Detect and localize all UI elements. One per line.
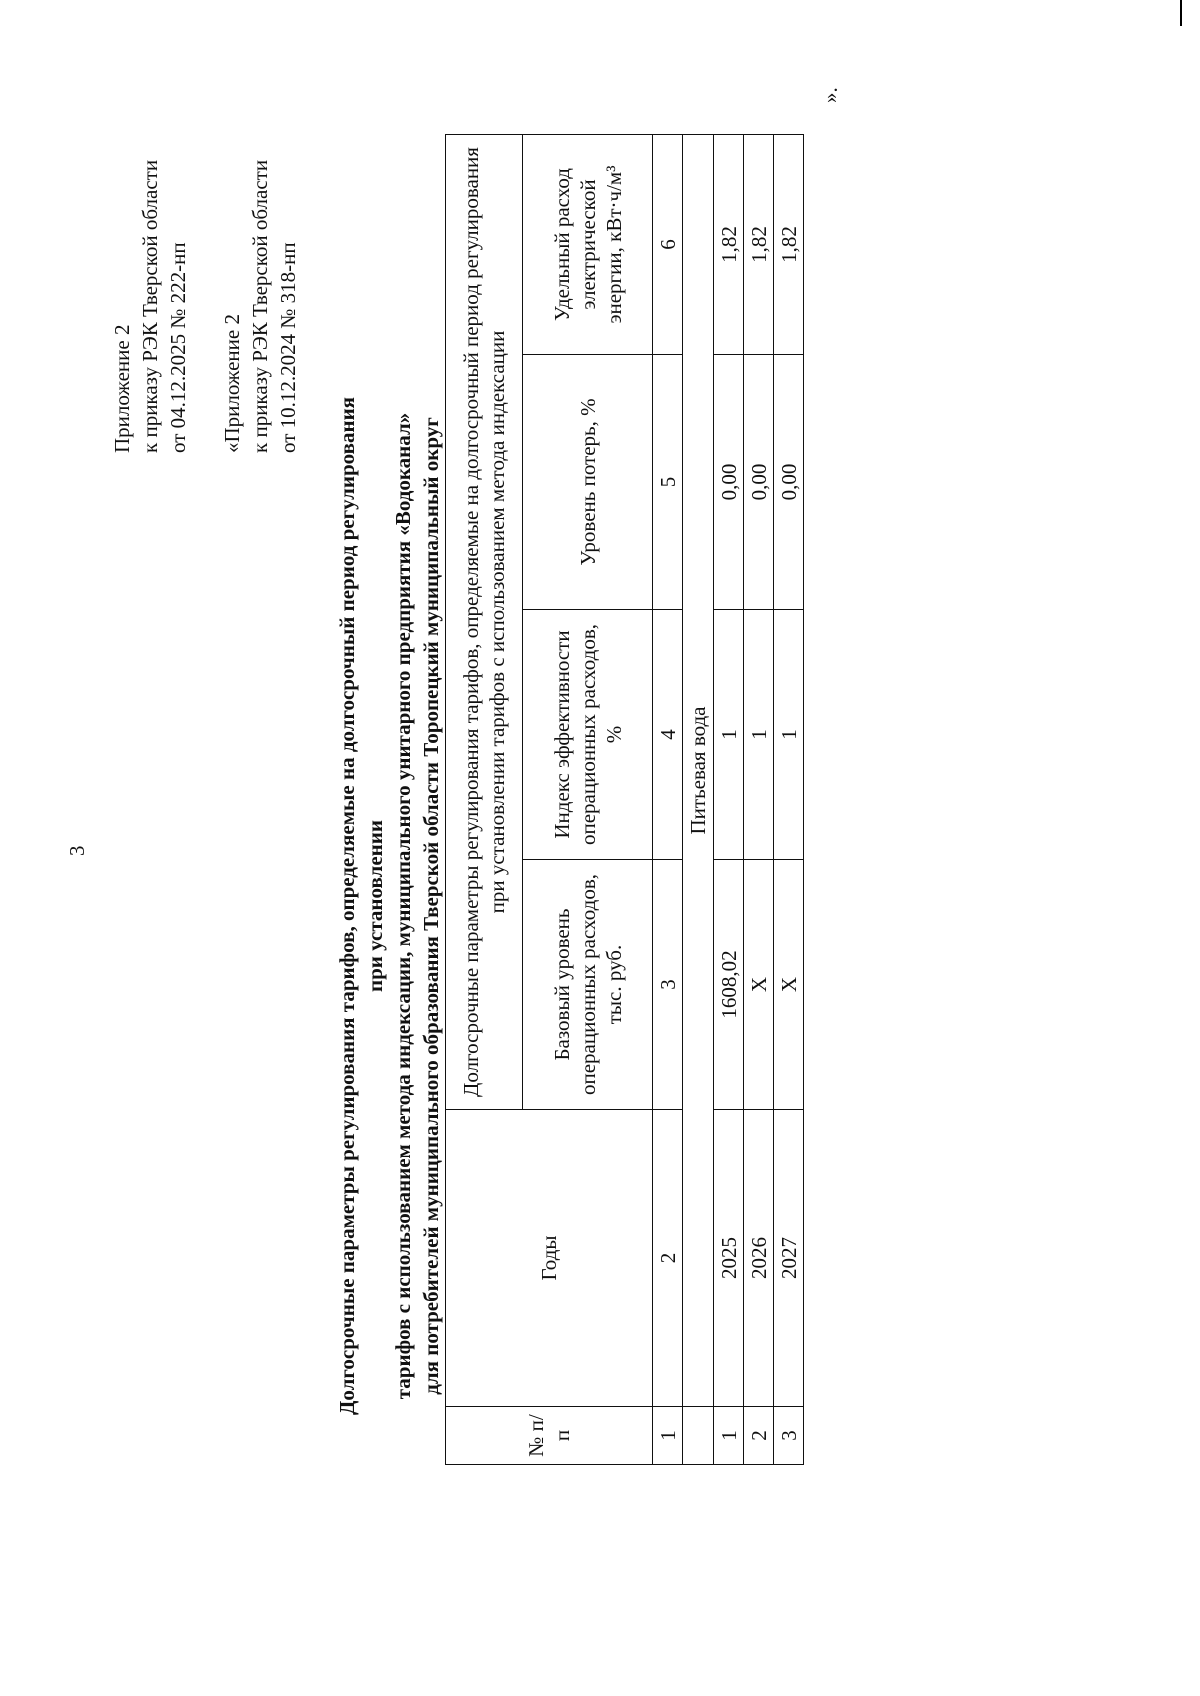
row-base-level: X (744, 860, 774, 1110)
table-row (744, 135, 774, 1465)
header-energy: Удельный расход электрической энергии, кВт·ч/м³ (523, 135, 653, 355)
row-num: 1 (714, 1407, 744, 1465)
row-base-level: X (774, 860, 804, 1110)
appendix-current-line2: к приказу РЭК Тверской области (138, 159, 162, 453)
row-losses: 0,00 (714, 355, 744, 610)
column-number-cell: 5 (653, 355, 683, 610)
column-number-cell: 6 (653, 135, 683, 355)
appendix-previous-line2: к приказу РЭК Тверской области (248, 159, 272, 453)
row-base-level: 1608,02 (714, 860, 744, 1110)
appendix-previous-line3: от 10.12.2024 № 318-нп (276, 242, 300, 453)
header-row-top (446, 135, 523, 1465)
appendix-current-line1: Приложение 2 (110, 324, 134, 453)
column-number-cell: 2 (653, 1110, 683, 1407)
appendix-current-line3: от 04.12.2025 № 222-нп (166, 242, 190, 453)
table-row (774, 135, 804, 1465)
header-efficiency: Индекс эффективности операционных расходов, % (523, 610, 653, 860)
column-number-cell: 1 (653, 1407, 683, 1465)
header-years: Годы (446, 1110, 653, 1407)
row-efficiency: 1 (744, 610, 774, 860)
closing-quote-mark: ». (818, 87, 842, 103)
document-title (333, 386, 445, 1426)
parameters-table (445, 134, 804, 1465)
edge-mark (1180, 0, 1182, 26)
row-losses: 0,00 (774, 355, 804, 610)
row-efficiency: 1 (774, 610, 804, 860)
row-losses: 0,00 (744, 355, 774, 610)
row-num: 2 (744, 1407, 774, 1465)
appendix-previous-line1: «Приложение 2 (220, 314, 244, 453)
table-row (714, 135, 744, 1465)
column-number-cell: 4 (653, 610, 683, 860)
column-number-cell: 3 (653, 860, 683, 1110)
row-energy: 1,82 (744, 135, 774, 355)
title-line3: для потребителей муниципального образования Тверской области Торопецкий муниципальный округ (419, 417, 443, 1395)
row-energy: 1,82 (774, 135, 804, 355)
row-year: 2025 (714, 1110, 744, 1407)
section-title: Питьевая вода (683, 135, 714, 1407)
row-num: 3 (774, 1407, 804, 1465)
row-year: 2027 (774, 1110, 804, 1407)
section-num-cell (683, 1407, 714, 1465)
title-line1: Долгосрочные параметры регулирования тарифов, определяемые на долгосрочный период регулирования при установлении (335, 396, 387, 1416)
header-base-level: Базовый уровень операционных расходов, тыс. руб. (523, 860, 653, 1110)
row-efficiency: 1 (714, 610, 744, 860)
appendix-current (108, 160, 192, 453)
header-num: № п/п (446, 1407, 653, 1465)
row-energy: 1,82 (714, 135, 744, 355)
title-line2: тарифов с использованием метода индексации, муниципального унитарного предприятия «Водоканал» (391, 412, 415, 1400)
column-numbers-row (653, 135, 683, 1465)
header-losses: Уровень потерь, % (523, 355, 653, 610)
row-year: 2026 (744, 1110, 774, 1407)
header-group: Долгосрочные параметры регулирования тарифов, определяемые на долгосрочный период регулирования при установлении тарифов с использованием метода индексации (446, 135, 523, 1110)
section-row (683, 135, 714, 1465)
page-number: 3 (65, 845, 89, 856)
appendix-previous (218, 160, 302, 453)
